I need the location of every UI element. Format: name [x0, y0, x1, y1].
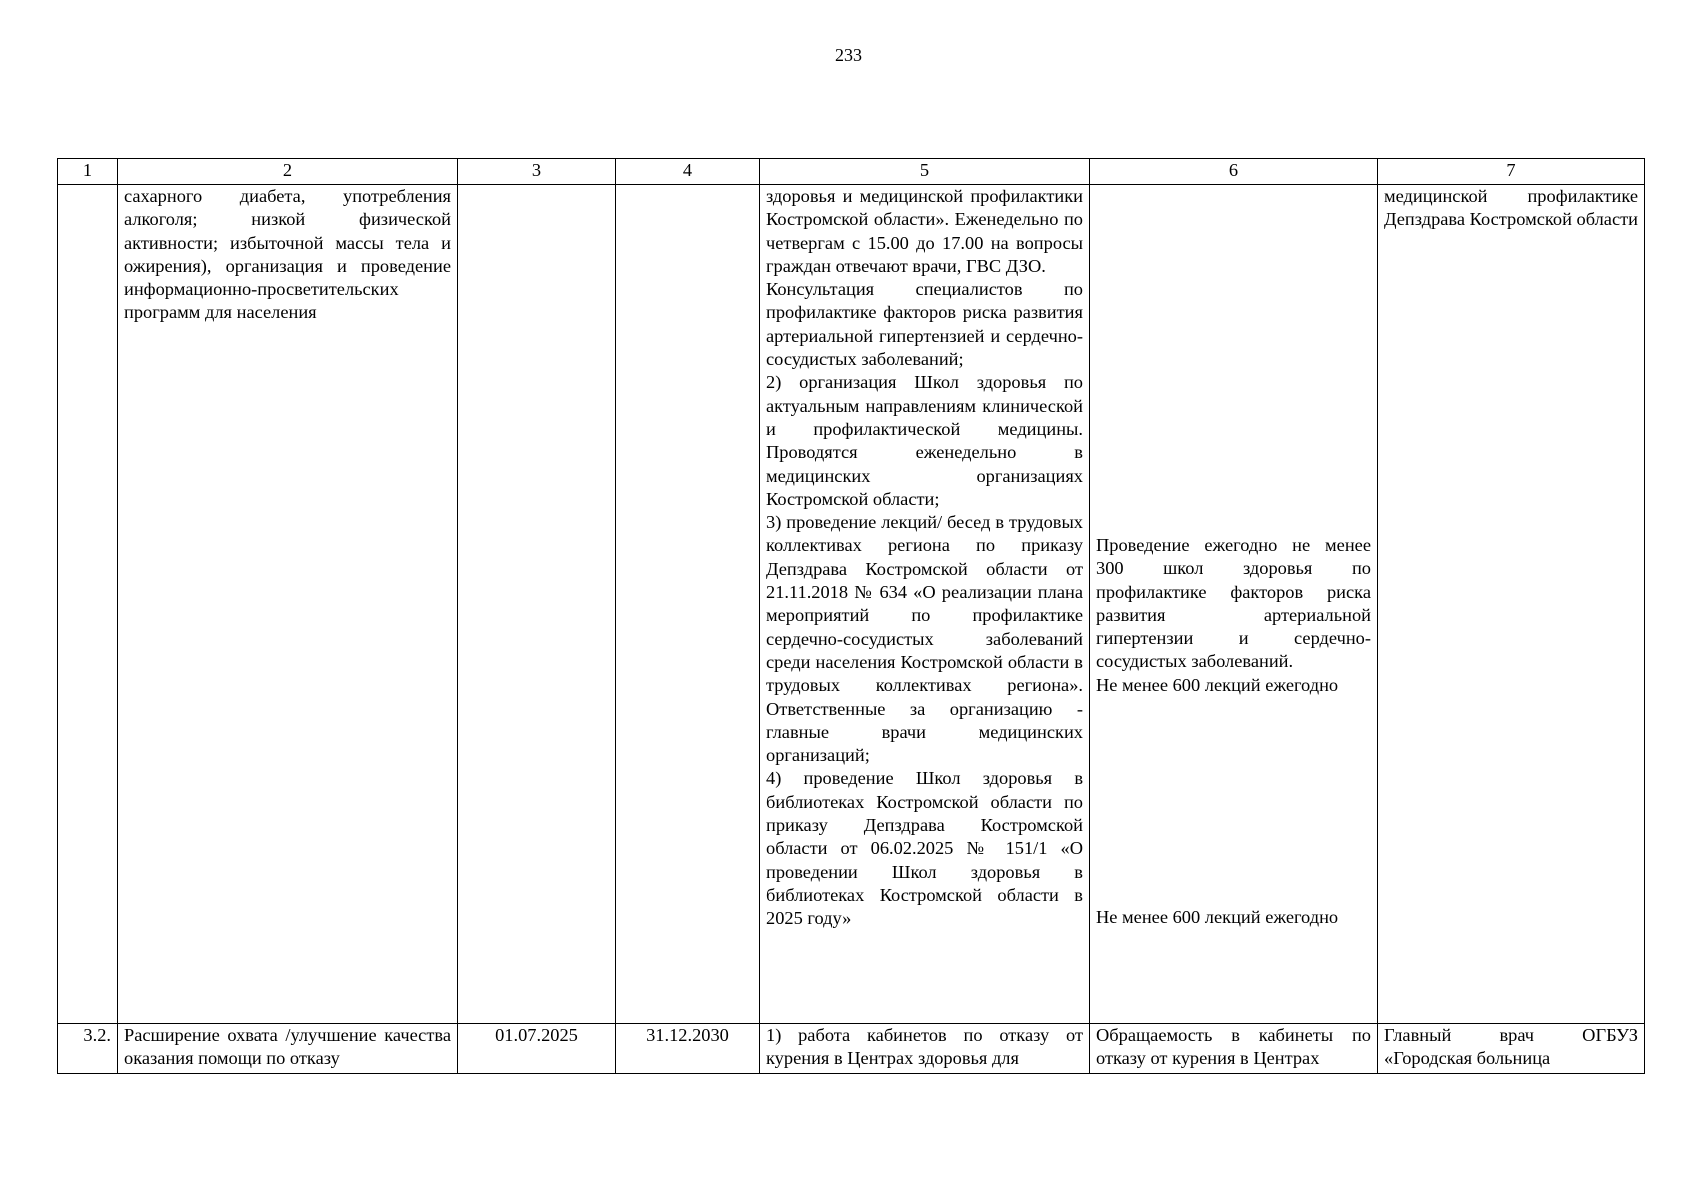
column-number: 4 — [616, 159, 760, 185]
cell-description: 1) работа кабинетов по отказу от курения в Центрах здоровья для — [760, 1024, 1090, 1074]
cell-responsible: медицинской профилактике Депздрава Костромской области — [1378, 185, 1645, 1024]
cell-indicator — [1090, 185, 1378, 1024]
column-number: 6 — [1090, 159, 1378, 185]
cell-measure: Расширение охвата /улучшение качества оказания помощи по отказу — [118, 1024, 458, 1074]
description-paragraph: 2) организация Школ здоровья по актуальным направлениям клинической и профилактической медицины. Проводятся еженедельно в медицинских организациях Костромской области; — [766, 372, 1083, 509]
cell-end-date: 31.12.2030 — [616, 1024, 760, 1074]
plan-table — [57, 158, 1645, 1074]
cell-start-date — [458, 185, 616, 1024]
description-paragraph: 3) проведение лекций/ бесед в трудовых коллективах региона по приказу Депздрава Костромской области от 21.11.2018 № 634 «О реализации плана мероприятий по профилактике сердечно-сосудистых заболеваний среди населения Костромской области в трудовых коллективах региона». Ответственные за организацию - главные врачи медицинских организаций; — [766, 512, 1083, 766]
description-paragraph: здоровья и медицинской профилактики Костромской области». Еженедельно по четвергам с 15.00 до 17.00 на вопросы граждан отвечают врачи, ГВС ДЗО. — [766, 186, 1083, 276]
indicator-paragraph: Проведение ежегодно не менее 300 школ здоровья по профилактике факторов риска развития артериальной гипертензии и сердечно-сосудистых заболеваний. — [1096, 535, 1371, 672]
table-row-continued — [58, 185, 1645, 1024]
column-number: 7 — [1378, 159, 1645, 185]
column-number: 1 — [58, 159, 118, 185]
column-number-row — [58, 159, 1645, 185]
cell-num: 3.2. — [58, 1024, 118, 1074]
description-paragraph: Консультация специалистов по профилактике факторов риска развития артериальной гипертензией и сердечно-сосудистых заболеваний; — [766, 279, 1083, 370]
cell-num — [58, 185, 118, 1024]
column-number: 2 — [118, 159, 458, 185]
indicator-paragraph: Не менее 600 лекций ежегодно — [1096, 674, 1339, 695]
cell-indicator: Обращаемость в кабинеты по отказу от курения в Центрах — [1090, 1024, 1378, 1074]
cell-responsible: Главный врач ОГБУЗ «Городская больница — [1378, 1024, 1645, 1074]
table-row-3-2 — [58, 1024, 1645, 1074]
cell-start-date: 01.07.2025 — [458, 1024, 616, 1074]
indicator-paragraph: Не менее 600 лекций ежегодно — [1096, 907, 1339, 928]
cell-description — [760, 185, 1090, 1024]
description-paragraph: 4) проведение Школ здоровья в библиотеках Костромской области по приказу Депздрава Костромской области от 06.02.2025 № 151/1 «О проведении Школ здоровья в библиотеках Костромской области в 2025 году» — [766, 768, 1083, 929]
cell-end-date — [616, 185, 760, 1024]
page-number: 233 — [835, 45, 862, 65]
cell-measure: сахарного диабета, употребления алкоголя; низкой физической активности; избыточной массы тела и ожирения), организация и проведение информационно-просветительских программ для населения — [118, 185, 458, 1024]
column-number: 5 — [760, 159, 1090, 185]
column-number: 3 — [458, 159, 616, 185]
